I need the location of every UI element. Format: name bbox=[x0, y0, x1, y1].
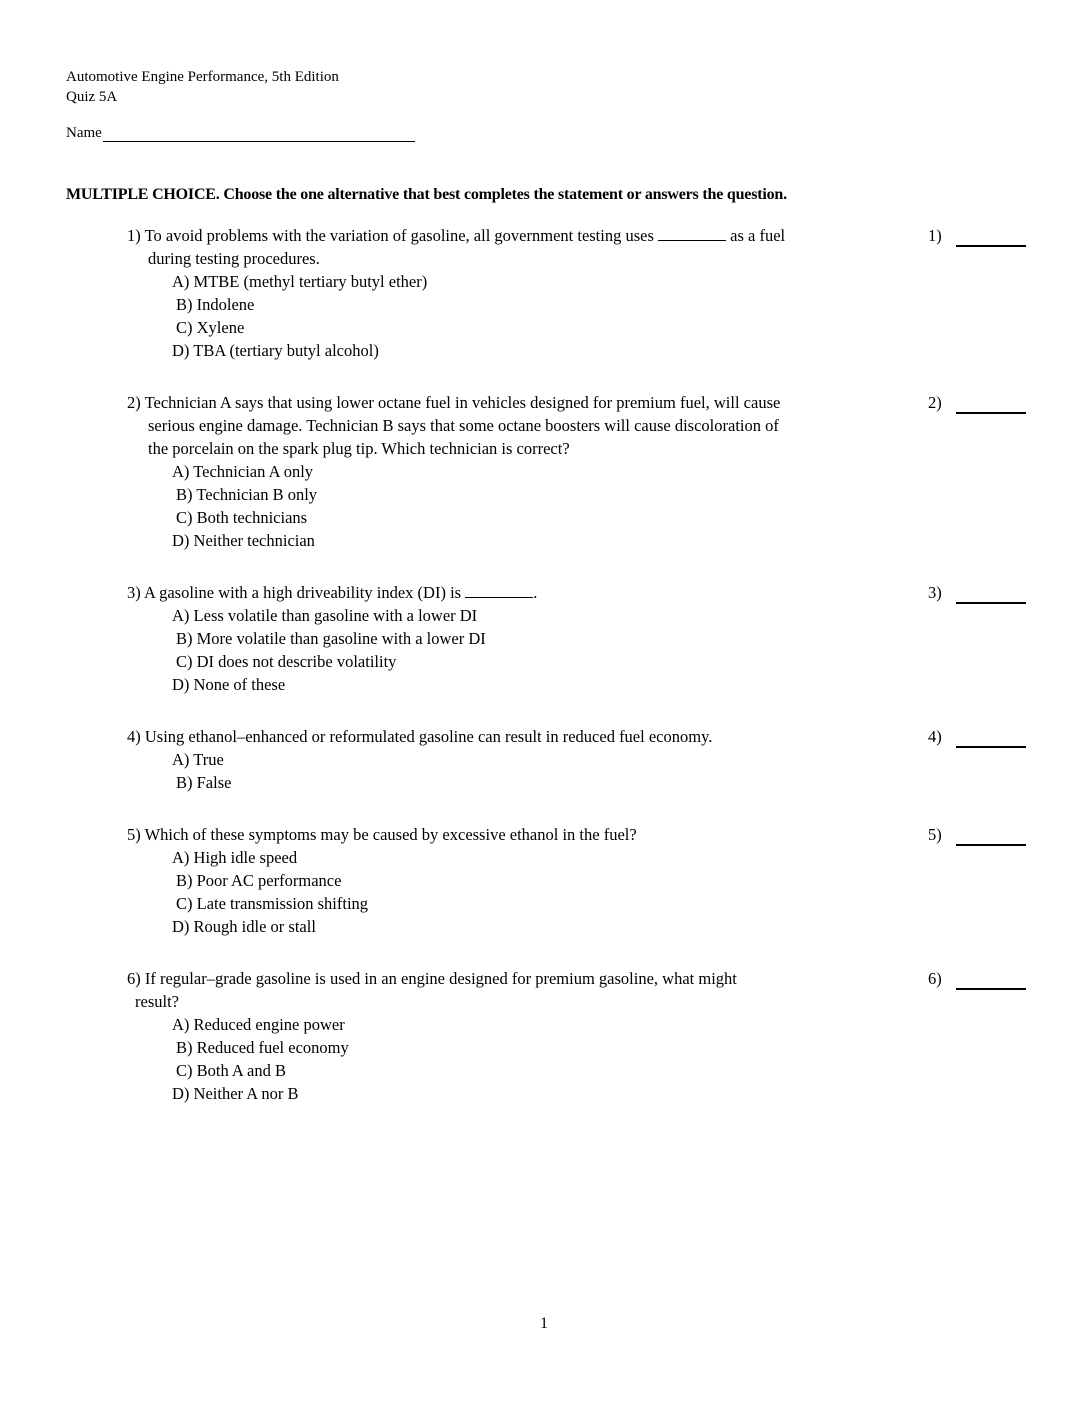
answer-slot bbox=[928, 967, 1026, 990]
options-list bbox=[127, 1013, 1027, 1105]
question-stem: 6) If regular–grade gasoline is used in an engine designed for premium gasoline, what might result? bbox=[127, 969, 737, 1011]
option-a: A) Technician A only bbox=[172, 462, 314, 481]
option-c: C) Late transmission shifting bbox=[176, 894, 369, 913]
option-d: D) Neither A nor B bbox=[172, 1084, 299, 1103]
option-d: D) Neither technician bbox=[172, 531, 315, 550]
options-list bbox=[127, 748, 1027, 794]
answer-number: 2) bbox=[928, 393, 942, 412]
question-4 bbox=[127, 725, 1027, 794]
instructions: MULTIPLE CHOICE. Choose the one alternative that best completes the statement or answers the question. bbox=[66, 186, 787, 203]
fill-blank bbox=[465, 583, 533, 598]
option-c: C) Both A and B bbox=[176, 1061, 287, 1080]
answer-number: 4) bbox=[928, 727, 942, 746]
answer-number: 1) bbox=[928, 226, 942, 245]
question-6 bbox=[127, 967, 1027, 1105]
answer-number: 3) bbox=[928, 583, 942, 602]
name-label: Name bbox=[66, 125, 102, 141]
option-c: C) Xylene bbox=[176, 318, 245, 337]
fill-blank bbox=[658, 226, 726, 241]
question-3 bbox=[127, 581, 1027, 696]
answer-slot bbox=[928, 391, 1026, 414]
answer-number: 5) bbox=[928, 825, 942, 844]
answer-blank[interactable] bbox=[956, 974, 1026, 990]
answer-slot bbox=[928, 581, 1026, 604]
answer-number: 6) bbox=[928, 969, 942, 988]
question-stem: 3) A gasoline with a high driveability index (DI) is . bbox=[127, 583, 538, 602]
option-d: D) TBA (tertiary butyl alcohol) bbox=[172, 341, 379, 360]
option-a: A) Less volatile than gasoline with a lower DI bbox=[172, 606, 478, 625]
answer-blank[interactable] bbox=[956, 398, 1026, 414]
options-list bbox=[127, 846, 1027, 938]
page-number: 1 bbox=[540, 1315, 548, 1332]
option-b: B) Technician B only bbox=[176, 485, 318, 504]
option-a: A) High idle speed bbox=[172, 848, 298, 867]
name-row bbox=[66, 125, 415, 142]
option-a: A) Reduced engine power bbox=[172, 1015, 345, 1034]
options-list bbox=[127, 604, 1027, 696]
question-stem: 1) To avoid problems with the variation of gasoline, all government testing uses as a fuel during testing procedures. bbox=[127, 226, 786, 268]
question-5 bbox=[127, 823, 1027, 938]
answer-blank[interactable] bbox=[956, 231, 1026, 247]
question-stem: 5) Which of these symptoms may be caused by excessive ethanol in the fuel? bbox=[127, 825, 637, 844]
option-c: C) Both technicians bbox=[176, 508, 308, 527]
answer-blank[interactable] bbox=[956, 732, 1026, 748]
option-b: B) False bbox=[176, 773, 232, 792]
option-b: B) Poor AC performance bbox=[176, 871, 342, 890]
answer-blank[interactable] bbox=[956, 830, 1026, 846]
options-list bbox=[127, 270, 1027, 362]
question-1 bbox=[127, 224, 1027, 362]
option-b: B) Indolene bbox=[176, 295, 255, 314]
option-d: D) None of these bbox=[172, 675, 286, 694]
quiz-title: Quiz 5A bbox=[66, 89, 118, 105]
answer-blank[interactable] bbox=[956, 588, 1026, 604]
options-list bbox=[127, 460, 1027, 552]
answer-slot bbox=[928, 224, 1026, 247]
option-c: C) DI does not describe volatility bbox=[176, 652, 397, 671]
option-b: B) More volatile than gasoline with a lower DI bbox=[176, 629, 486, 648]
option-d: D) Rough idle or stall bbox=[172, 917, 316, 936]
option-b: B) Reduced fuel economy bbox=[176, 1038, 349, 1057]
option-a: A) True bbox=[172, 750, 224, 769]
question-stem: 4) Using ethanol–enhanced or reformulated gasoline can result in reduced fuel economy. bbox=[127, 727, 713, 746]
question-2 bbox=[127, 391, 1027, 552]
option-a: A) MTBE (methyl tertiary butyl ether) bbox=[172, 272, 428, 291]
course-title: Automotive Engine Performance, 5th Edition bbox=[66, 69, 339, 85]
answer-slot bbox=[928, 823, 1026, 846]
document-header bbox=[66, 67, 339, 107]
name-field[interactable] bbox=[103, 126, 415, 142]
question-stem: 2) Technician A says that using lower octane fuel in vehicles designed for premium fuel, will cause serious engine damage. Technician B says that some octane boosters will cause discoloration of the porcelain on the spark plug tip. Which technician is correct? bbox=[127, 393, 781, 458]
answer-slot bbox=[928, 725, 1026, 748]
